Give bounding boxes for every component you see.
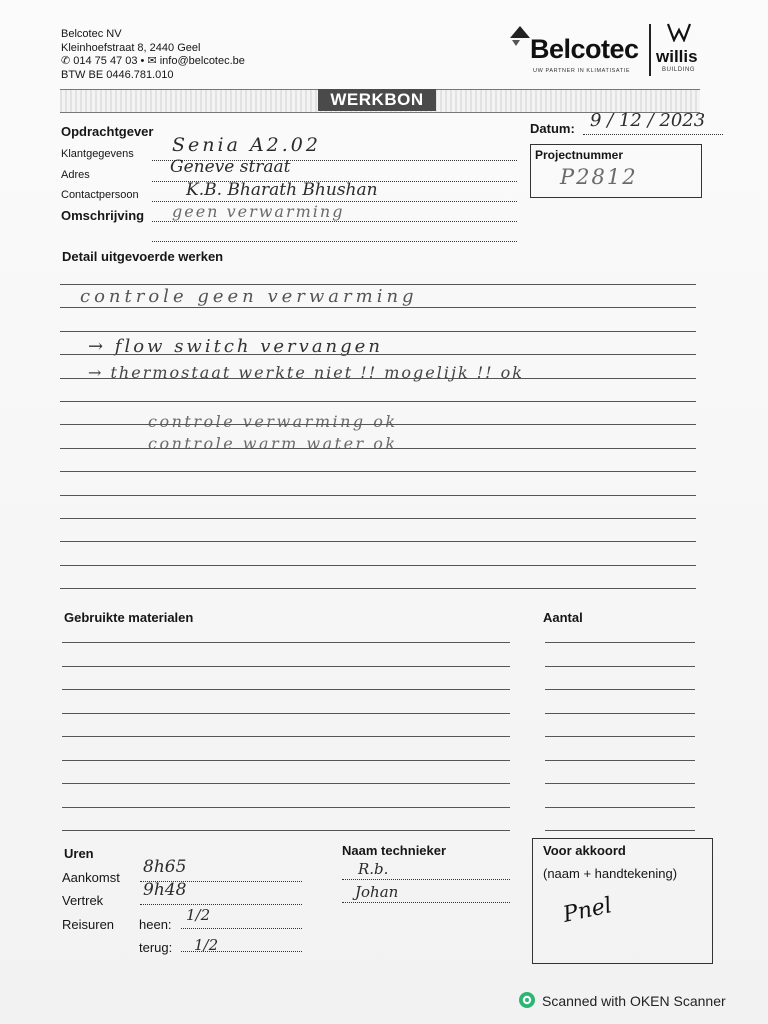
aantal-writing-line (545, 713, 695, 714)
technieker-line-2 (342, 902, 510, 903)
omschrijving-line-2 (152, 241, 517, 242)
company-address: Kleinhoefstraat 8, 2440 Geel (61, 41, 201, 54)
vertrek-label: Vertrek (62, 893, 104, 908)
detail-writing-line (60, 565, 696, 566)
heen-label: heen: (139, 917, 172, 932)
detail-writing-line (60, 471, 696, 472)
aantal-writing-line (545, 666, 695, 667)
projectnummer-value: P2812 (560, 165, 638, 189)
signature: Pnel (560, 893, 615, 928)
aantal-writing-line (545, 807, 695, 808)
aankomst-label: Aankomst (62, 870, 120, 885)
materialen-writing-line (62, 736, 510, 737)
omschrijving-value: geen verwarming (172, 202, 345, 221)
company-vat: BTW BE 0446.781.010 (61, 68, 174, 81)
willis-w-icon (666, 22, 692, 42)
logo-tagline: UW PARTNER IN KLIMATISATIE (533, 68, 631, 74)
detail-writing-line (60, 518, 696, 519)
aantal-writing-line (545, 760, 695, 761)
datum-label: Datum: (530, 121, 575, 136)
akkoord-label: Voor akkoord (543, 843, 626, 858)
detail-line-3: → thermostaat werkte niet !! mogelijk !! ok (88, 363, 524, 382)
heen-value: 1/2 (186, 906, 211, 924)
contactpersoon-value: K.B. Bharath Bhushan (186, 180, 378, 200)
aantal-writing-line (545, 830, 695, 831)
scanner-text: Scanned with OKEN Scanner (542, 993, 726, 1009)
akkoord-sub-label: (naam + handtekening) (543, 866, 678, 881)
company-logo (508, 20, 708, 80)
aantal-writing-line (545, 736, 695, 737)
aantal-writing-line (545, 689, 695, 690)
detail-line-4: controle verwarming ok (148, 412, 398, 431)
company-name: Belcotec NV (61, 28, 122, 40)
technieker-line-1 (342, 879, 510, 880)
materialen-writing-line (62, 760, 510, 761)
detail-writing-line (60, 307, 696, 308)
aankomst-value: 8h65 (143, 857, 187, 877)
materialen-label: Gebruikte materialen (64, 610, 194, 625)
uren-label: Uren (64, 846, 94, 861)
materialen-writing-line (62, 713, 510, 714)
aantal-writing-line (545, 783, 695, 784)
materialen-writing-line (62, 830, 510, 831)
technieker-label: Naam technieker (342, 843, 447, 858)
detail-line-1: controle geen verwarming (80, 286, 418, 307)
adres-value: Geneve straat (170, 157, 291, 177)
reisuren-label: Reisuren (62, 917, 115, 932)
terug-label: terug: (139, 940, 173, 955)
datum-value: 9 / 12 / 2023 (590, 110, 706, 131)
materialen-writing-line (62, 689, 510, 690)
heen-line (181, 928, 302, 929)
materialen-writing-line (62, 642, 510, 643)
terug-value: 1/2 (194, 936, 219, 954)
adres-label: Adres (61, 169, 90, 181)
logo-brand: Belcotec (530, 34, 639, 64)
technieker-value-1: R.b. (358, 860, 389, 878)
detail-label: Detail uitgevoerde werken (62, 249, 224, 264)
logo-divider (649, 24, 651, 76)
datum-line (583, 134, 723, 135)
materialen-writing-line (62, 783, 510, 784)
form-title: WERKBON (318, 89, 436, 111)
omschrijving-label: Omschrijving (61, 208, 145, 223)
scanner-footer (518, 991, 726, 1009)
detail-writing-line (60, 331, 696, 332)
detail-writing-line (60, 541, 696, 542)
detail-writing-line (60, 284, 696, 285)
detail-writing-line (60, 448, 696, 449)
opdrachtgever-label: Opdrachtgever (61, 124, 154, 139)
vertrek-line (140, 904, 302, 905)
projectnummer-label: Projectnummer (535, 148, 624, 162)
detail-line-5: controle warm water ok (148, 434, 398, 453)
vertrek-value: 9h48 (143, 880, 187, 900)
scanner-logo-icon (518, 991, 536, 1009)
logo-mark-icon (508, 24, 532, 48)
klantgegevens-value: Senia A2.02 (172, 134, 321, 156)
detail-line-2: → flow switch vervangen (88, 336, 383, 357)
klantgegevens-label: Klantgegevens (61, 148, 134, 160)
logo-partner-sub: BUILDING (662, 67, 696, 73)
aantal-label: Aantal (543, 610, 583, 625)
detail-writing-line (60, 495, 696, 496)
materialen-writing-line (62, 807, 510, 808)
logo-partner: willis (656, 47, 698, 66)
detail-writing-line (60, 424, 696, 425)
detail-writing-line (60, 378, 696, 379)
detail-writing-line (60, 588, 696, 589)
company-info (61, 28, 245, 82)
detail-writing-line (60, 354, 696, 355)
aantal-writing-line (545, 642, 695, 643)
omschrijving-line (152, 221, 517, 222)
contactpersoon-label: Contactpersoon (61, 189, 139, 201)
materialen-writing-line (62, 666, 510, 667)
company-contact: ✆ 014 75 47 03 • ✉ info@belcotec.be (61, 55, 245, 67)
technieker-value-2: Johan (355, 883, 399, 901)
detail-writing-line (60, 401, 696, 402)
